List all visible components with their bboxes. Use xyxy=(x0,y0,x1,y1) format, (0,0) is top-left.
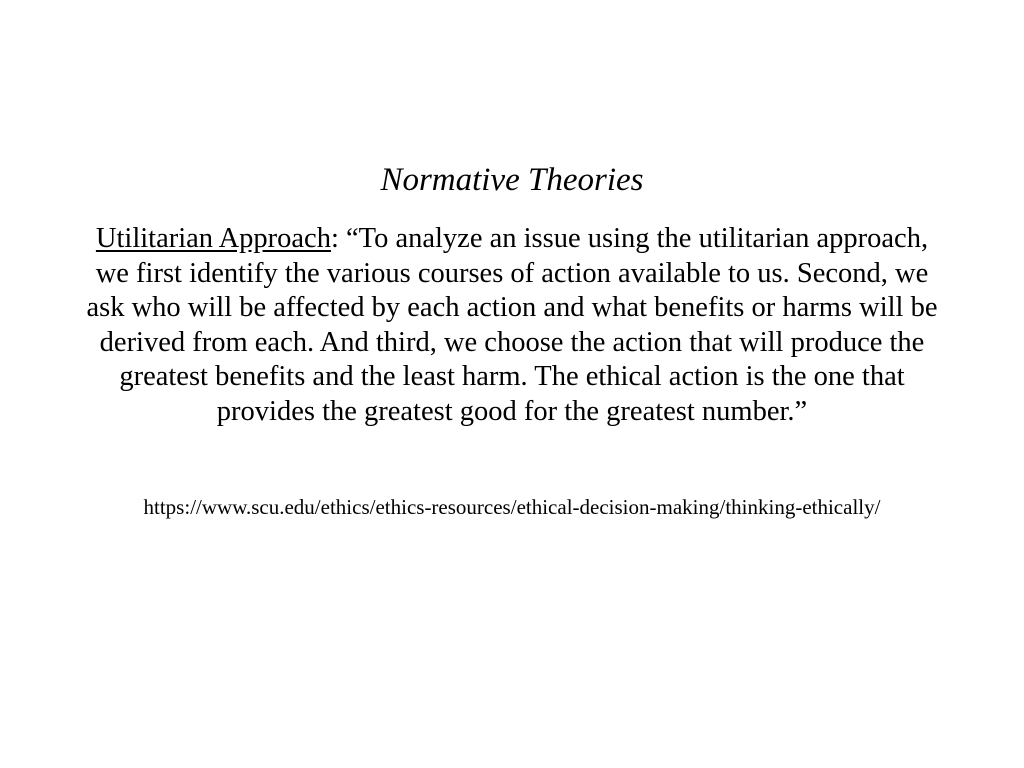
source-url: https://www.scu.edu/ethics/ethics-resources/ethical-decision-making/thinking-ethically/ xyxy=(143,495,881,519)
term-separator: : xyxy=(330,223,347,254)
slide-title: Normative Theories xyxy=(380,162,644,198)
definition-paragraph xyxy=(82,222,942,429)
term-heading: Utilitarian Approach xyxy=(95,223,331,254)
definition-quote: “To analyze an issue using the utilitarian approach, we first identify the various courses of action available to us. Second, we ask who will be affected by each action and what benefits or harms will be derived from each. And third, we choose the action that will produce the greatest benefits and the least harm. The ethical action is the one that provides the greatest good for the greatest number.” xyxy=(86,223,938,427)
